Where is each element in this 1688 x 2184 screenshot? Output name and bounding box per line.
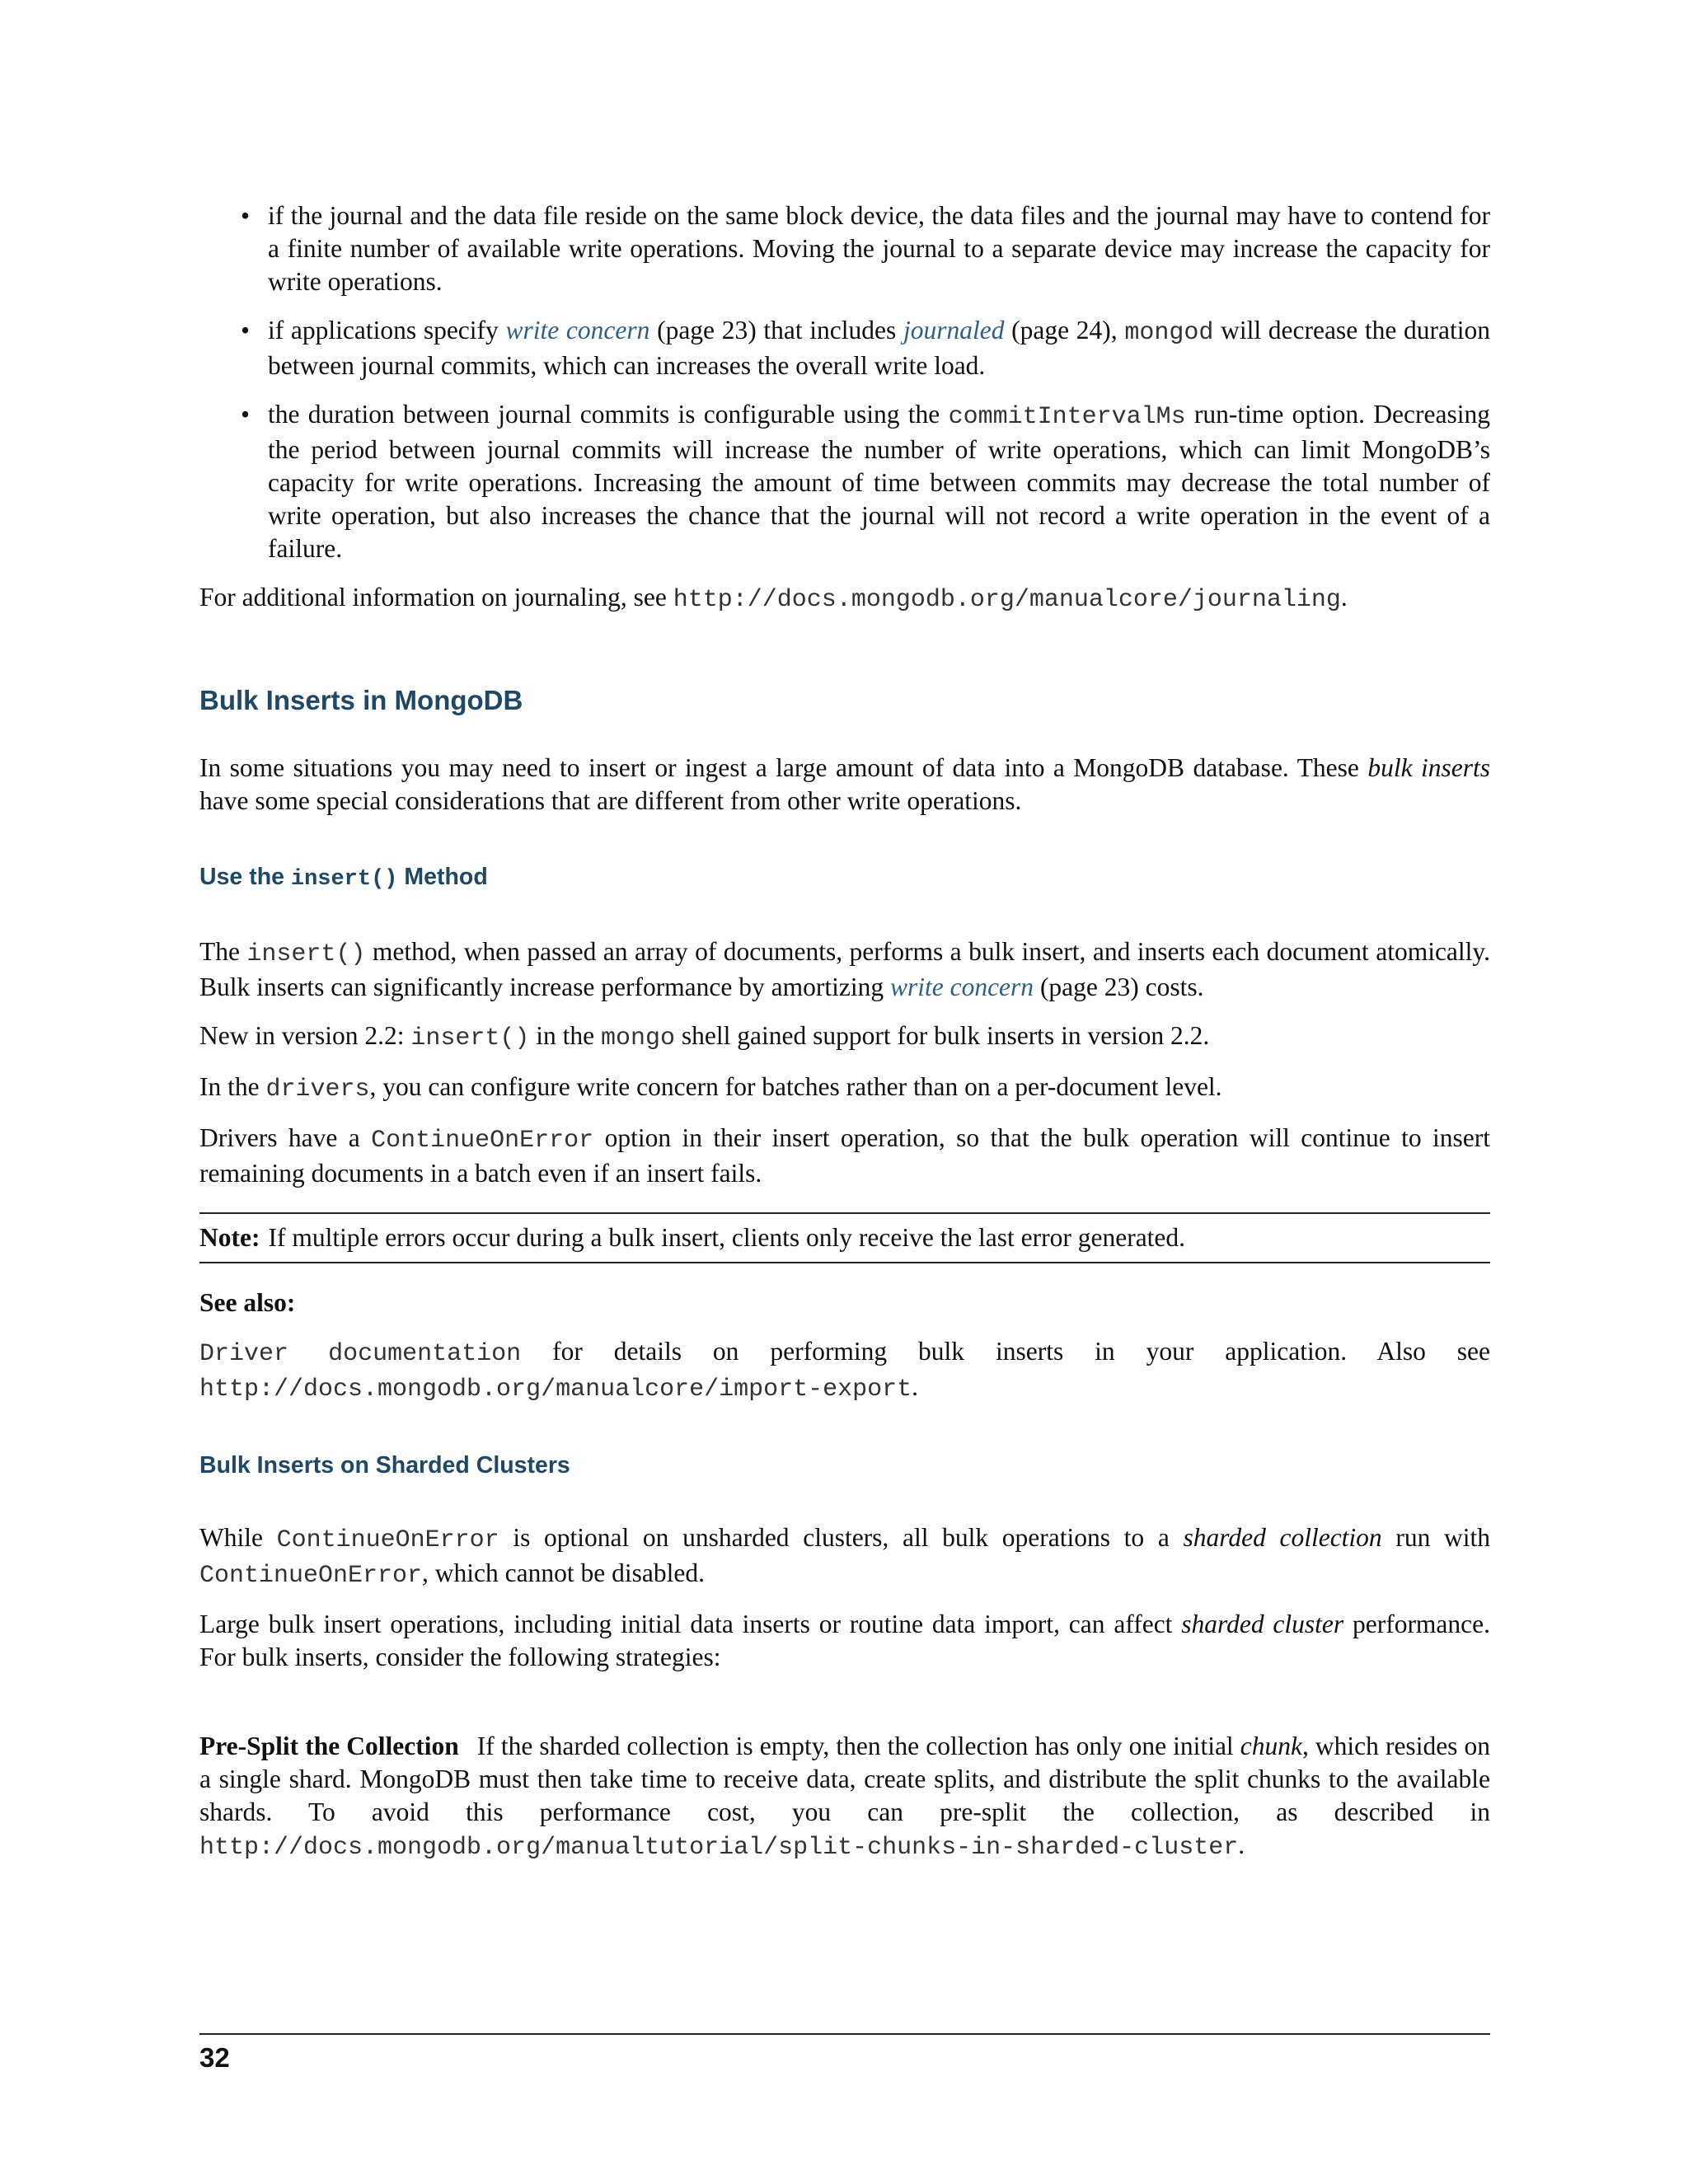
see-also-label: See also: bbox=[199, 1288, 296, 1317]
journaling-info-paragraph: For additional information on journaling, see http://docs.mongodb.org/manualcore/journaling. bbox=[199, 583, 1348, 614]
page-content bbox=[199, 199, 1490, 1880]
inline-code: ContinueOnError bbox=[199, 1562, 423, 1590]
write-concern-link[interactable]: write concern bbox=[889, 972, 1034, 1001]
continue-on-error-paragraph: Drivers have a ContinueOnError option in their insert operation, so that the bulk operation will continue to insert remaining documents in a batch even if an insert fails. bbox=[199, 1123, 1490, 1188]
sharded-continue-paragraph: While ContinueOnError is optional on unsharded clusters, all bulk operations to a sharded collection run with ContinueOnError, which cannot be disabled. bbox=[199, 1523, 1491, 1590]
insert-method-paragraph: The insert() method, when passed an array of documents, performs a bulk insert, and inserts each document atomically. Bulk inserts can significantly increase performance by amortizing write concern (page 23) costs. bbox=[199, 937, 1490, 1001]
list-item: • if applications specify write concern (page 23) that includes journaled (page 24), mongod will decrease the duration between journal commits, which can increases the overall write load. bbox=[241, 316, 1490, 380]
subsection-heading-insert-method: Use the insert() Method bbox=[199, 864, 488, 892]
journal-considerations-list bbox=[199, 199, 1490, 565]
bullet-icon: • bbox=[241, 316, 251, 344]
see-also-paragraph: Driver documentation for details on performing bulk inserts in your application. Also see http://docs.mongodb.org/manualcore/import-export. bbox=[199, 1337, 1490, 1404]
section-heading-bulk-inserts: Bulk Inserts in MongoDB bbox=[199, 685, 523, 715]
list-item: • if the journal and the data file reside on the same block device, the data files and the journal may have to contend for a finite number of available write operations. Moving the journal to a separate device may increase the capacity for write operations. bbox=[241, 201, 1490, 296]
drivers-paragraph: In the drivers, you can configure write concern for batches rather than on a per-document level. bbox=[199, 1072, 1222, 1104]
bullet-icon: • bbox=[241, 201, 251, 230]
driver-documentation-link[interactable]: Driver documentation bbox=[199, 1340, 522, 1368]
journaled-link[interactable]: journaled bbox=[903, 316, 1005, 344]
sharded-performance-paragraph: Large bulk insert operations, including initial data inserts or routine data import, can affect sharded cluster performance. For bulk inserts, consider the following strategies: bbox=[199, 1610, 1490, 1671]
write-concern-link[interactable]: write concern bbox=[505, 316, 650, 344]
inline-code: mongod bbox=[1124, 319, 1214, 347]
presplit-heading: Pre-Split the Collection bbox=[199, 1732, 459, 1760]
list-item: • the duration between journal commits is configurable using the commitIntervalMs run-time option. Decreasing the period between journal commits will increase the number of write operations, which can limit MongoDB’s capacity for write operations. Increasing the amount of time between commits may decrease the total number of write operation, but also increases the chance that the journal will not record a write operation in the event of a failure. bbox=[241, 400, 1490, 563]
note-label: Note: bbox=[199, 1223, 260, 1252]
inline-code: ContinueOnError bbox=[371, 1127, 594, 1155]
inline-code: commitIntervalMs bbox=[948, 403, 1186, 431]
inline-code: ContinueOnError bbox=[276, 1526, 499, 1554]
version-note-paragraph: New in version 2.2: insert() in the mongo shell gained support for bulk inserts in version 2.2. bbox=[199, 1021, 1210, 1052]
inline-code: mongo bbox=[601, 1024, 676, 1052]
bullet-icon: • bbox=[241, 400, 251, 429]
footer-divider bbox=[199, 2033, 1490, 2035]
import-export-url[interactable]: http://docs.mongodb.org/manualcore/import-export bbox=[199, 1376, 912, 1404]
inline-code: insert() bbox=[410, 1024, 530, 1052]
subsection-heading-sharded-clusters: Bulk Inserts on Sharded Clusters bbox=[199, 1452, 570, 1479]
journaling-url[interactable]: http://docs.mongodb.org/manualcore/journaling bbox=[673, 586, 1341, 614]
page-number: 32 bbox=[199, 2042, 230, 2073]
split-chunks-url[interactable]: http://docs.mongodb.org/manualtutorial/split-chunks-in-sharded-cluster bbox=[199, 1834, 1239, 1862]
note-text: If multiple errors occur during a bulk insert, clients only receive the last error generated. bbox=[268, 1223, 1186, 1252]
drivers-link[interactable]: drivers bbox=[265, 1076, 370, 1104]
presplit-paragraph: Pre-Split the Collection If the sharded collection is empty, then the collection has only one initial chunk, which resides on a single shard. MongoDB must then take time to receive data, create splits, and distribute the split chunks to the available shards. To avoid this performance cost, you can pre-split the collection, as described in http://docs.mongodb.org/manualtutorial/split-chunks-in-sharded-cluster. bbox=[199, 1732, 1491, 1862]
note-box bbox=[199, 1212, 1490, 1263]
bulk-intro-paragraph: In some situations you may need to insert or ingest a large amount of data into a MongoDB database. These bulk inserts have some special considerations that are different from other write operations. bbox=[199, 753, 1490, 815]
inline-code: insert() bbox=[246, 940, 366, 968]
